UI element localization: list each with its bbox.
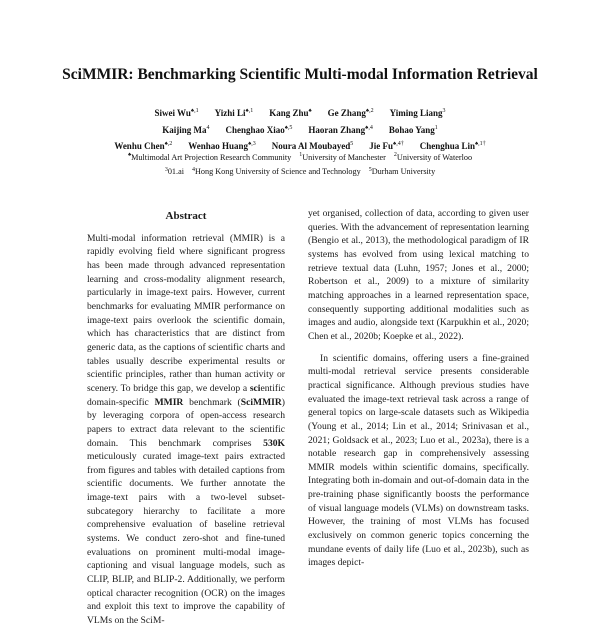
- author-affiliation-mark: ♠,1: [190, 108, 199, 114]
- author-affiliation-mark: ♠,4: [365, 124, 373, 131]
- affiliation: [128, 149, 291, 164]
- author-name: Haoran Zhang$^{♠,4}$: [308, 124, 373, 135]
- right-column: [308, 207, 529, 570]
- affiliation-mark: 3: [164, 166, 168, 173]
- author-name: Chenghao Xiao$^{♠,5}$: [225, 124, 293, 135]
- affiliation: [165, 164, 184, 179]
- author-affiliation-mark: ♠: [308, 108, 312, 114]
- abstract-heading: Abstract: [165, 210, 207, 222]
- paper-title: SciMMIR: Benchmarking Scientific Multi-modal Information Retrieval: [62, 66, 538, 83]
- author-name: Wenhao Huang$^{♠,3}$: [188, 141, 256, 151]
- affiliation-name: 01.ai: [167, 167, 184, 177]
- author-affiliation-mark: ♠,2: [365, 108, 374, 114]
- author-name: Yiming Liang$^3$: [389, 108, 446, 118]
- affiliation-mark: ♠: [127, 152, 132, 158]
- author-line-1: [40, 104, 560, 121]
- affiliation-name: Multimodal Art Projection Research Community: [131, 152, 292, 162]
- abstract-text: entific domain-specific: [87, 382, 285, 408]
- left-column: [87, 210, 285, 628]
- affiliation-line-2: [40, 164, 560, 179]
- affiliation: [192, 164, 361, 179]
- author-name: Siwei $Wu^{♠,1}$: [154, 108, 199, 118]
- author-affiliation-mark: ♠,1: [245, 108, 254, 114]
- body-paragraph: In scientific domains, offering users a fine-grained multi-modal retrieval service presents considerable practical significance. Although previous studies have evaluated the image-text retrieval task across a range of general topics on large-scale datasets such as Wikipedia (Young et al., 2014; Lin et al., 2014; Srinivasan et al., 2021; Goldsack et al., 2023; Luo et al., 2023a), there is a notable research gap in comprehensively assessing MMIR models within scientific domains, specifically. Integrating both in-domain and out-of-domain data in the pre-training phase significantly boosts the performance of visual language models (VLMs) on downstream tasks. However, the training of most VLMs has focused exclusively on common generic topics concerning the mundane events of daily life (Luo et al., 2023b), such as images depict-: [308, 352, 529, 569]
- author-list: [40, 104, 560, 154]
- author-affiliation-mark: 3: [442, 108, 446, 114]
- abstract-bold: sci: [249, 382, 261, 394]
- author-name: Wenhu Chen$^{♠,2}$: [114, 141, 173, 151]
- author-line-2: [40, 121, 560, 138]
- author-name: Jie $Fu^{♠,4\dagger}$: [369, 141, 404, 151]
- abstract-text: ) by leveraging corpora of open-access research papers to extract data relevant to the scientific domain. This benchmark comprises: [87, 396, 285, 449]
- affiliation-mark: 1: [299, 152, 303, 158]
- affiliation-name: University of Manchester: [302, 152, 386, 162]
- affiliation: [394, 149, 472, 164]
- author-name: Ge Zhang$^{♠,2}$: [327, 108, 374, 118]
- author-name: Kang Zhu♠: [269, 108, 312, 118]
- author-affiliation-mark: ♠,1†: [474, 141, 486, 147]
- author-affiliation-mark: 4: [206, 124, 210, 131]
- affiliation-name: Durham University: [371, 167, 436, 177]
- author-name: Yizhi $Li^{♠,1}$: [214, 108, 254, 118]
- affiliation-mark: 2: [393, 152, 397, 158]
- author-affiliation-mark: ♠,5: [284, 124, 293, 131]
- affiliation-mark: 5: [368, 166, 372, 173]
- abstract-bold: SciMMIR: [240, 396, 282, 408]
- author-name: Kaijing Ma$^4$: [162, 124, 210, 135]
- abstract-text: meticulously curated image-text pairs extracted from figures and tables with detailed captions from scientific documents. We further annotate the image-text pairs with a two-level subset-subcategory hierarchy to facilitate a more comprehensive evaluation of baseline retrieval systems. We conduct zero-shot and fine-tuned evaluations on prominent multi-modal image-captioning and visual language models, such as CLIP, BLIP, and BLIP-2. Additionally, we perform optical character recognition (OCR) on the images and exploit this text to improve the capability of VLMs on the SciM-: [87, 451, 285, 627]
- affiliation-name: University of Waterloo: [396, 152, 473, 162]
- author-affiliation-mark: ♠,4†: [393, 141, 404, 147]
- abstract-text: benchmark (: [183, 396, 241, 408]
- body-paragraph: yet organised, collection of data, according to given user queries. With the advancement of representation learning (Bengio et al., 2013), the methodological paradigm of IR systems has evolved from using lexical matching to retrieve textual data (Luhn, 1957; Jones et al., 2000; Robertson et al., 2009) to a mixture of similarity matching approaches in a learned representation space, consequently supporting additional modalities such as images and audio, alongside text (Karpukhin et al., 2020; Chen et al., 2020b; Koepke et al., 2022).: [308, 208, 529, 342]
- author-name: Bohao Yang$^1$: [388, 124, 438, 135]
- affiliation-mark: 4: [191, 166, 195, 173]
- affiliation: [299, 149, 386, 164]
- abstract-text: Multi-modal information retrieval (MMIR) is a rapidly evolving field where significant progress has been made through advanced representation learning and cross-modality alignment research, particularly in image-text pairs. However, current benchmarks for evaluating MMIR performance on image-text pairs overlook the scientific domain, which has characteristics that are distinct from generic data, as the captions of scientific charts and tables usually describe experimental results or scientific principles, rather than human activity or scenery. To bridge this gap, we develop a: [87, 232, 285, 394]
- affiliation-line-1: [40, 149, 560, 164]
- author-affiliation-mark: ♠,3: [248, 141, 256, 147]
- affiliation-name: Hong Kong University of Science and Technology: [194, 167, 361, 177]
- author-name: Chenghua Lin$^{♠,1\dagger}$: [419, 141, 486, 151]
- author-affiliation-mark: 5: [350, 141, 354, 147]
- affiliation: [369, 164, 435, 179]
- abstract-bold: 530K: [263, 437, 285, 449]
- abstract-body: [87, 232, 285, 628]
- abstract-bold: MMIR: [154, 396, 184, 408]
- author-name: Noura Al Moubayed$^5$: [271, 141, 354, 151]
- author-affiliation-mark: ♠,2: [164, 141, 173, 147]
- affiliations: [40, 149, 560, 178]
- author-affiliation-mark: 1: [434, 124, 438, 131]
